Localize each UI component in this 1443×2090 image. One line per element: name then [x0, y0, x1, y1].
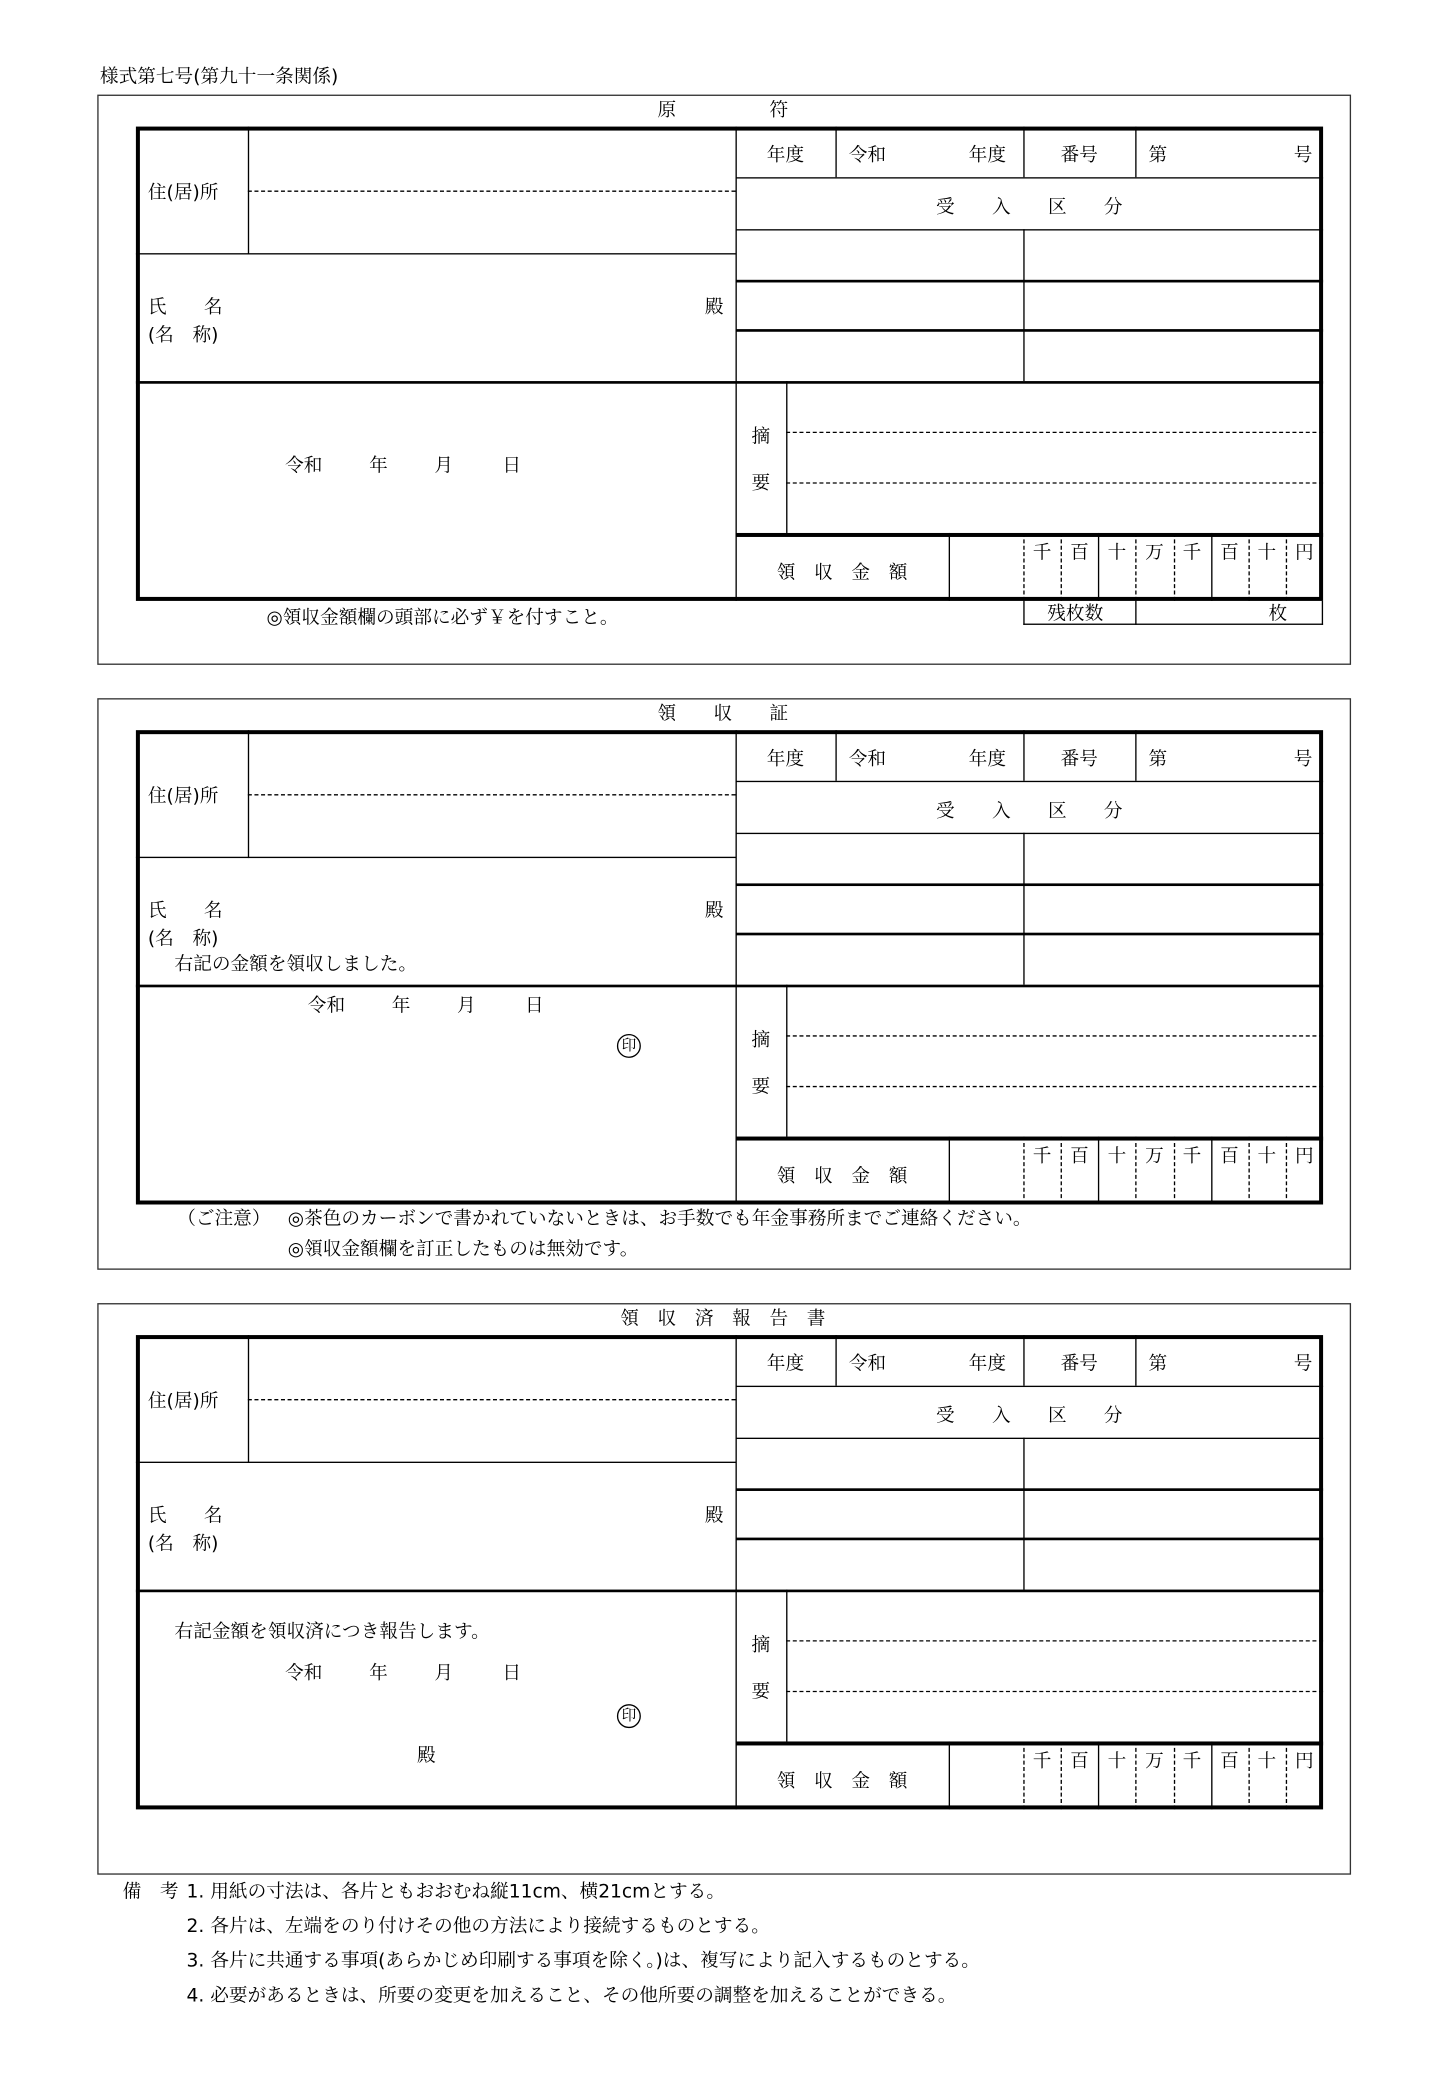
form-table	[136, 730, 1323, 1204]
section-title: 領 収 証	[657, 703, 789, 725]
summary-label: 摘	[751, 1634, 771, 1657]
rule-line	[735, 177, 1323, 178]
rule-line	[786, 985, 787, 1137]
digit-label: 万	[1145, 1145, 1164, 1168]
digit-label: 十	[1107, 1145, 1127, 1168]
remark-item: 2. 各片は、左端をのり付けその他の方法により接続するものとする。	[186, 1916, 770, 1938]
name-label-sub: (名 称)	[147, 1533, 219, 1555]
rule-line	[136, 1462, 736, 1463]
fiscal-year-label: 年度	[766, 145, 805, 167]
digit-label: 十	[1107, 1750, 1127, 1773]
date-era: 令和	[307, 995, 346, 1017]
date-month: 月	[457, 995, 476, 1017]
remaining-count-unit: 枚	[1268, 603, 1288, 625]
caution-text: ◎茶色のカーボンで書かれていないときは、お手数でも年金事務所までご連絡ください。	[287, 1208, 1032, 1230]
form-title: 様式第七号(第九十一条関係)	[99, 66, 339, 88]
section-title: 原 符	[657, 99, 789, 122]
rule-line	[735, 833, 1323, 834]
rule-line	[835, 730, 836, 781]
number-prefix: 第	[1148, 748, 1168, 771]
number-label: 番号	[1060, 748, 1098, 771]
address-label: 住(居)所	[147, 786, 219, 808]
rule-line	[1023, 833, 1024, 985]
rule-line	[1135, 601, 1136, 625]
rule-line	[735, 1386, 1323, 1387]
digit-label: 十	[1257, 1145, 1277, 1168]
rule-line	[735, 229, 1323, 230]
receipt-statement: 右記の金額を領収しました。	[174, 954, 418, 976]
number-prefix: 第	[1148, 145, 1168, 167]
rule-line	[949, 1741, 950, 1809]
date-month: 月	[434, 455, 454, 478]
date-year: 年	[369, 1662, 388, 1685]
rule-line	[786, 1590, 787, 1742]
section-title: 領 収 済 報 告 書	[620, 1308, 826, 1330]
number-label: 番号	[1060, 1353, 1098, 1376]
seal-mark	[617, 1034, 641, 1058]
form-table	[136, 127, 1323, 601]
digit-label: 十	[1107, 542, 1127, 564]
fiscal-year-label: 年度	[766, 748, 805, 771]
digit-label: 円	[1295, 542, 1314, 564]
addressee-honorific: 殿	[417, 1745, 436, 1767]
digit-label: 百	[1220, 1750, 1239, 1773]
rule-line	[735, 329, 1323, 332]
name-label: 氏 名	[147, 1505, 223, 1527]
digit-label: 百	[1070, 542, 1089, 564]
rule-line	[1023, 229, 1024, 381]
rule-line	[786, 381, 787, 533]
name-label-sub: (名 称)	[147, 325, 219, 347]
digit-label: 千	[1182, 1145, 1202, 1168]
fiscal-year-suffix: 年度	[968, 1353, 1006, 1376]
era-label: 令和	[848, 1353, 887, 1376]
rule-line	[1135, 730, 1136, 781]
seal-icon: 印	[617, 1034, 641, 1058]
honorific: 殿	[704, 900, 724, 923]
number-label: 番号	[1060, 145, 1098, 167]
summary-label: 摘	[751, 426, 771, 448]
name-field[interactable]	[252, 257, 678, 381]
digit-label: 百	[1070, 1750, 1089, 1773]
summary-label: 要	[751, 1681, 771, 1703]
rule-line	[835, 127, 836, 178]
date-month: 月	[434, 1662, 454, 1685]
remaining-count-label: 残枚数	[1047, 603, 1104, 625]
remark-item: 3. 各片に共通する事項(あらかじめ印刷する事項を除く。)は、複写により記入するものとする。	[186, 1950, 980, 1972]
address-field[interactable]	[252, 1339, 736, 1462]
digit-label: 円	[1295, 1750, 1314, 1773]
address-field[interactable]	[252, 131, 736, 254]
seal-mark	[617, 1704, 641, 1728]
digit-label: 十	[1257, 542, 1277, 564]
date-era: 令和	[285, 455, 323, 478]
rule-line	[136, 253, 736, 254]
rule-line	[735, 1538, 1323, 1541]
seal-icon: 印	[617, 1704, 641, 1728]
digit-label: 百	[1220, 1145, 1239, 1168]
rule-line	[735, 781, 1323, 782]
date-year: 年	[391, 995, 411, 1017]
rule-line	[735, 280, 1323, 283]
digit-label: 百	[1220, 542, 1239, 564]
fiscal-year-suffix: 年度	[968, 748, 1006, 771]
rule-line	[136, 381, 1323, 384]
number-suffix: 号	[1293, 1353, 1313, 1376]
rule-line	[835, 1335, 836, 1386]
fiscal-year-label: 年度	[766, 1353, 805, 1376]
digit-label: 十	[1257, 1750, 1277, 1773]
rule-line	[735, 883, 1323, 886]
receipt-category-header: 受 入 区 分	[936, 1405, 1123, 1428]
number-suffix: 号	[1293, 748, 1313, 771]
rule-line	[735, 1438, 1323, 1439]
number-suffix: 号	[1293, 145, 1313, 167]
address-label: 住(居)所	[147, 1391, 219, 1413]
rule-line	[136, 1590, 1323, 1593]
rule-line	[786, 1640, 1323, 1641]
digit-label: 百	[1070, 1145, 1089, 1168]
digit-label: 千	[1032, 542, 1052, 564]
date-day: 日	[524, 995, 544, 1017]
date-year: 年	[369, 455, 388, 478]
fiscal-year-suffix: 年度	[968, 145, 1006, 167]
honorific: 殿	[704, 1505, 724, 1527]
digit-label: 千	[1032, 1145, 1052, 1168]
digit-label: 千	[1032, 1750, 1052, 1773]
form-table	[136, 1335, 1323, 1809]
rule-line	[136, 985, 1323, 988]
date-day: 日	[502, 1662, 521, 1685]
rule-line	[949, 533, 950, 601]
rule-line	[786, 482, 1323, 483]
rule-line	[1135, 1335, 1136, 1386]
name-label: 氏 名	[147, 900, 223, 923]
remark-item: 1. 用紙の寸法は、各片ともおおむね縦11cm、横21cmとする。	[186, 1881, 725, 1903]
amount-label: 領 収 金 額	[776, 1770, 908, 1793]
remarks-label: 備 考	[122, 1881, 179, 1903]
report-statement: 右記金額を領収済につき報告します。	[174, 1621, 490, 1643]
digit-label: 千	[1182, 542, 1202, 564]
amount-label: 領 収 金 額	[776, 1165, 908, 1188]
rule-line	[786, 432, 1323, 433]
digit-label: 万	[1145, 1750, 1164, 1773]
name-field[interactable]	[252, 1466, 678, 1590]
caution-label: （ご注意）	[177, 1208, 271, 1230]
amount-field[interactable]	[953, 1745, 1327, 1805]
rule-line	[735, 1488, 1323, 1491]
number-prefix: 第	[1148, 1353, 1168, 1376]
name-label-sub: (名 称)	[147, 928, 219, 951]
digit-label: 千	[1182, 1750, 1202, 1773]
address-field[interactable]	[252, 734, 736, 857]
honorific: 殿	[704, 297, 724, 319]
rule-line	[1135, 127, 1136, 178]
rule-line	[786, 1691, 1323, 1692]
rule-line	[735, 933, 1323, 936]
rule-line	[1023, 1438, 1024, 1590]
amount-note: ◎領収金額欄の頭部に必ず￥を付すこと。	[266, 607, 619, 629]
rule-line	[786, 1086, 1323, 1087]
address-label: 住(居)所	[147, 182, 219, 204]
summary-label: 摘	[751, 1029, 771, 1052]
era-label: 令和	[848, 748, 887, 771]
amount-label: 領 収 金 額	[776, 562, 908, 584]
date-era: 令和	[285, 1662, 323, 1685]
rule-line	[949, 1137, 950, 1205]
digit-label: 円	[1295, 1145, 1314, 1168]
caution-text: ◎領収金額欄を訂正したものは無効です。	[287, 1239, 639, 1261]
rule-line	[786, 1035, 1323, 1036]
name-label: 氏 名	[147, 297, 223, 319]
receipt-category-header: 受 入 区 分	[936, 800, 1123, 823]
receipt-category-header: 受 入 区 分	[936, 197, 1123, 219]
summary-label: 要	[751, 1076, 771, 1098]
amount-field[interactable]	[953, 537, 1327, 597]
era-label: 令和	[848, 145, 887, 167]
rule-line	[136, 857, 736, 858]
digit-label: 万	[1145, 542, 1164, 564]
summary-label: 要	[751, 473, 771, 495]
remark-item: 4. 必要があるときは、所要の変更を加えること、その他所要の調整を加えることができる。	[186, 1985, 957, 2007]
date-day: 日	[502, 455, 521, 478]
amount-field[interactable]	[953, 1141, 1327, 1201]
